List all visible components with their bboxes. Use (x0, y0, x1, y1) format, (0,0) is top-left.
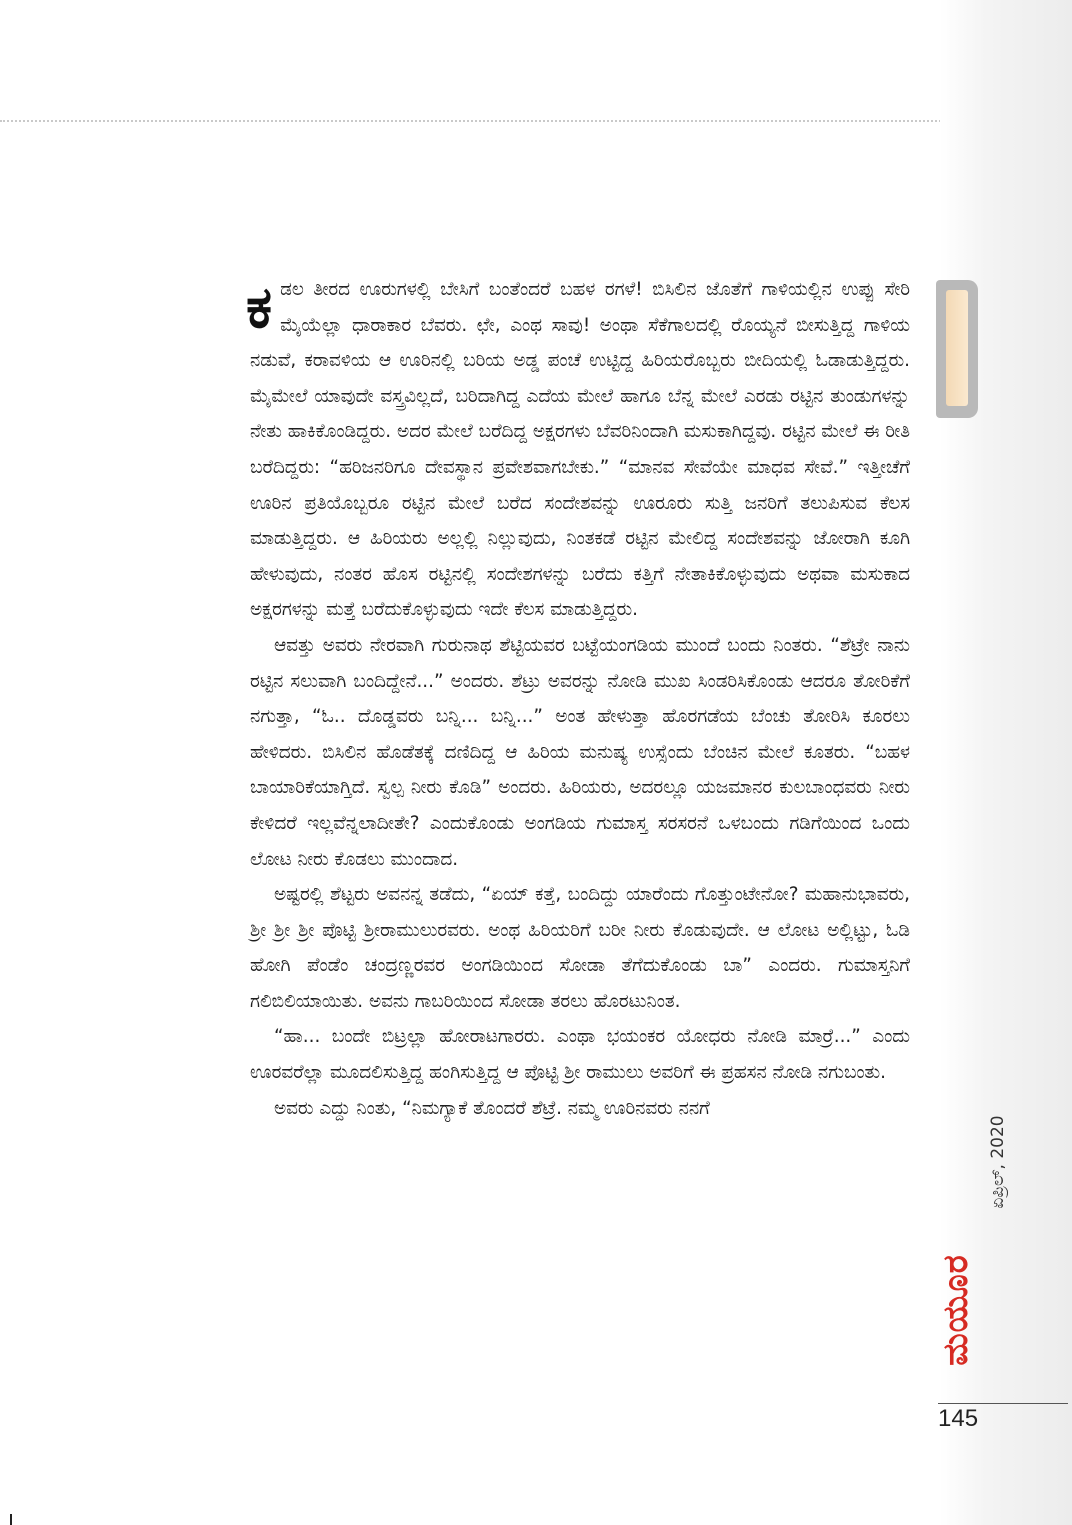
dotted-rule (0, 120, 1072, 122)
page-number-rule (938, 1403, 1068, 1404)
crop-mark (10, 1514, 12, 1525)
page-number: 145 (938, 1405, 979, 1432)
paragraph-text: ಡಲ ತೀರದ ಊರುಗಳಲ್ಲಿ ಬೇಸಿಗೆ ಬಂತೆಂದರೆ ಬಹಳ ರಗಳೆ! ಬಿಸಿಲಿನ ಜೊತೆಗೆ ಗಾಳಿಯಲ್ಲಿನ ಉಪ್ಪು ಸೇರಿ ಮೈಯೆಲ್ಲಾ ಧಾರಾಕಾರ ಬೆವರು. ಛೇ, ಎಂಥ ಸಾವು! ಅಂಥಾ ಸೆಕೆಗಾಲದಲ್ಲಿ ರೊಯ್ಯನೆ ಬೀಸುತ್ತಿದ್ದ ಗಾಳಿಯ ನಡುವೆ, ಕರಾವಳಿಯ ಆ ಊರಿನಲ್ಲಿ ಬರಿಯ ಅಡ್ಡ ಪಂಚೆ ಉಟ್ಟಿದ್ದ ಹಿರಿಯರೊಬ್ಬರು ಬೀದಿಯಲ್ಲಿ ಓಡಾಡುತ್ತಿದ್ದರು. ಮೈಮೇಲೆ ಯಾವುದೇ ವಸ್ತ್ರವಿಲ್ಲದೆ, ಬರಿದಾಗಿದ್ದ ಎದೆಯ ಮೇಲೆ ಹಾಗೂ ಬೆನ್ನ ಮೇಲೆ ಎರಡು ರಟ್ಟಿನ ತುಂಡುಗಳನ್ನು ನೇತು ಹಾಕಿಕೊಂಡಿದ್ದರು. ಅದರ ಮೇಲೆ ಬರೆದಿದ್ದ ಅಕ್ಷರಗಳು ಬೆವರಿನಿಂದಾಗಿ ಮಸುಕಾಗಿದ್ದವು. ರಟ್ಟಿನ ಮೇಲೆ ಈ ರೀತಿ ಬರೆದಿದ್ದರು: “ಹರಿಜನರಿಗೂ ದೇವಸ್ಥಾನ ಪ್ರವೇಶವಾಗಬೇಕು.” “ಮಾನವ ಸೇವೆಯೇ ಮಾಧವ ಸೇವೆ.” ಇತ್ತೀಚೆಗೆ ಊರಿನ ಪ್ರತಿಯೊಬ್ಬರೂ ರಟ್ಟಿನ ಮೇಲೆ ಬರೆದ ಸಂದೇಶವನ್ನು ಊರೂರು ಸುತ್ತಿ ಜನರಿಗೆ ತಲುಪಿಸುವ ಕೆಲಸ ಮಾಡುತ್ತಿದ್ದರು. ಆ ಹಿರಿಯರು ಅಲ್ಲಲ್ಲಿ ನಿಲ್ಲುವುದು, ನಿಂತಕಡೆ ರಟ್ಟಿನ ಮೇಲಿದ್ದ ಸಂದೇಶವನ್ನು ಜೋರಾಗಿ ಕೂಗಿ ಹೇಳುವುದು, ನಂತರ ಹೊಸ ರಟ್ಟಿನಲ್ಲಿ ಸಂದೇಶಗಳನ್ನು ಬರೆದು ಕತ್ತಿಗೆ ನೇತಾಕಿಕೊಳ್ಳುವುದು ಅಥವಾ ಮಸುಕಾದ ಅಕ್ಷರಗಳನ್ನು ಮತ್ತೆ ಬರೆದುಕೊಳ್ಳುವುದು ಇದೇ ಕೆಲಸ ಮಾಡುತ್ತಿದ್ದರು. (250, 279, 911, 621)
page-tab-highlight (946, 290, 968, 406)
paragraph: “ಹಾ... ಬಂದೇ ಬಿಟ್ರಲ್ಲಾ ಹೋರಾಟಗಾರರು. ಎಂಥಾ ಭಯಂಕರ ಯೋಧರು ನೋಡಿ ಮಾರ್ರೆ...” ಎಂದು ಊರವರೆಲ್ಲಾ ಮೂದಲಿಸುತ್ತಿದ್ದ ಹಂಗಿಸುತ್ತಿದ್ದ ಆ ಪೊಟ್ಟಿ ಶ್ರೀ ರಾಮುಲು ಅವರಿಗೆ ಈ ಪ್ರಹಸನ ನೋಡಿ ನಗುಬಂತು. (250, 1026, 910, 1084)
paragraph: ಅಷ್ಟರಲ್ಲಿ ಶೆಟ್ಟರು ಅವನನ್ನ ತಡೆದು, “ಏಯ್ ಕತ್ತೆ, ಬಂದಿದ್ದು ಯಾರೆಂದು ಗೊತ್ತುಂಟೇನೋ? ಮಹಾನುಭಾವರು, ಶ್ರೀ ಶ್ರೀ ಶ್ರೀ ಪೊಟ್ಟಿ ಶ್ರೀರಾಮುಲುರವರು. ಅಂಥ ಹಿರಿಯರಿಗೆ ಬರೀ ನೀರು ಕೊಡುವುದೇ. ಆ ಲೋಟ ಅಲ್ಲಿಟ್ಟು, ಓಡಿ ಹೋಗಿ ಪೆಂಡೆಂ ಚಂದ್ರಣ್ಣರವರ ಅಂಗಡಿಯಿಂದ ಸೋಡಾ ತೆಗೆದುಕೊಂಡು ಬಾ” ಎಂದರು. ಗುಮಾಸ್ತನಿಗೆ ಗಲಿಬಿಲಿಯಾಯಿತು. ಅವನು ಗಾಬರಿಯಿಂದ ಸೋಡಾ ತರಲು ಹೊರಟುನಿಂತ. (250, 884, 910, 1012)
paragraph: ಆವತ್ತು ಅವರು ನೇರವಾಗಿ ಗುರುನಾಥ ಶೆಟ್ಟಿಯವರ ಬಟ್ಟೆಯಂಗಡಿಯ ಮುಂದೆ ಬಂದು ನಿಂತರು. “ಶೆಟ್ರೇ ನಾನು ರಟ್ಟಿನ ಸಲುವಾಗಿ ಬಂದಿದ್ದೇನೆ...” ಅಂದರು. ಶೆಟ್ರು ಅವರನ್ನು ನೋಡಿ ಮುಖ ಸಿಂಡರಿಸಿಕೊಂಡು ಆದರೂ ತೋರಿಕೆಗೆ ನಗುತ್ತಾ, “ಓ.. ದೊಡ್ಡವರು ಬನ್ನಿ... ಬನ್ನಿ...” ಅಂತ ಹೇಳುತ್ತಾ ಹೊರಗಡೆಯ ಬೆಂಚು ತೋರಿಸಿ ಕೂರಲು ಹೇಳಿದರು. ಬಿಸಿಲಿನ ಹೊಡೆತಕ್ಕೆ ದಣಿದಿದ್ದ ಆ ಹಿರಿಯ ಮನುಷ್ಯ ಉಸ್ಸೆಂದು ಬೆಂಚಿನ ಮೇಲೆ ಕೂತರು. “ಬಹಳ ಬಾಯಾರಿಕೆಯಾಗ್ತಿದೆ. ಸ್ವಲ್ಪ ನೀರು ಕೊಡಿ” ಅಂದರು. ಹಿರಿಯರು, ಅದರಲ್ಲೂ ಯಜಮಾನರ ಕುಲಬಾಂಧವರು ನೀರು ಕೇಳಿದರೆ ಇಲ್ಲವೆನ್ನಲಾದೀತೇ? ಎಂದುಕೊಂಡು ಅಂಗಡಿಯ ಗುಮಾಸ್ತ ಸರಸರನೆ ಒಳಬಂದು ಗಡಿಗೆಯಿಂದ ಒಂದು ಲೋಟ ನೀರು ಕೊಡಲು ಮುಂದಾದ. (250, 634, 910, 870)
paragraph: ಅವರು ಎದ್ದು ನಿಂತು, “ನಿಮಗ್ಯಾಕೆ ತೊಂದರೆ ಶೆಟ್ರೆ. ನಮ್ಮ ಊರಿನವರು ನನಗೆ (274, 1097, 710, 1119)
paragraph (246, 272, 911, 628)
issue-date: ಏಪ್ರಿಲ್, 2020 (988, 1115, 1008, 1209)
magazine-masthead: ಮಯೂರ (936, 1254, 976, 1366)
article-body (246, 272, 911, 1126)
drop-cap: ಕ (246, 273, 273, 341)
